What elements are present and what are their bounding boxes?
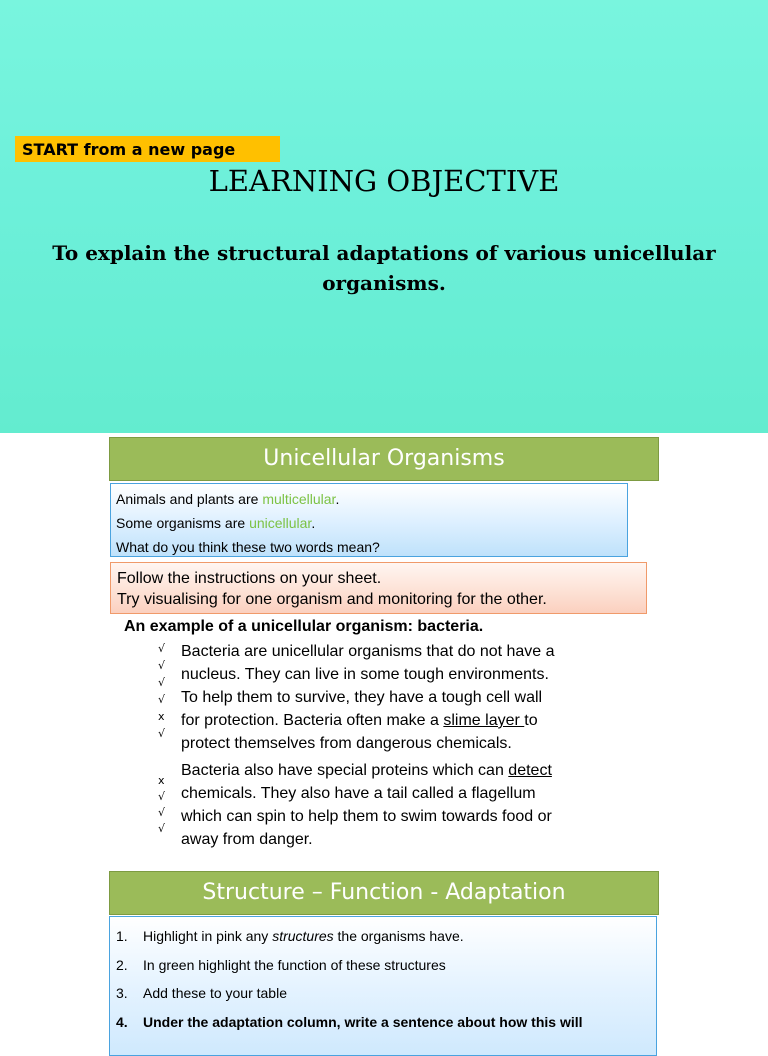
cross-mark: x — [158, 710, 165, 723]
instructions-line-2: Try visualising for one organism and monitoring for the other. — [117, 591, 547, 608]
cross-mark: x — [158, 774, 165, 787]
bacteria-paragraph-2 — [181, 759, 621, 851]
tick-mark: √ — [158, 790, 166, 803]
steps-box — [109, 916, 657, 1056]
paragraph-line: nucleus. They can live in some tough environments. — [181, 666, 549, 683]
tick-mark: √ — [158, 806, 166, 819]
bacteria-paragraph-1 — [181, 640, 621, 755]
paragraph-line: away from danger. — [181, 831, 313, 848]
learning-objective-text: To explain the structural adaptations of various unicellular organisms. — [52, 241, 716, 295]
paragraph-line: which can spin to help them to swim towards food or — [181, 808, 552, 825]
step-4: 4. Under the adaptation column, write a sentence about how this will — [116, 1013, 583, 1030]
annotation-marks-2 — [158, 773, 165, 837]
tick-mark: √ — [158, 727, 166, 740]
step-3: 3. Add these to your table — [116, 985, 287, 1001]
structure-function-adaptation-banner: Structure – Function - Adaptation — [109, 871, 659, 915]
paragraph-line: Bacteria are unicellular organisms that do not have a — [181, 643, 555, 660]
tick-mark: √ — [158, 642, 166, 655]
step-1: 1. Highlight in pink any structures the organisms have. — [116, 928, 464, 944]
detect-term: detect — [508, 762, 552, 779]
paragraph-line: protect themselves from dangerous chemicals. — [181, 735, 512, 752]
intro-line-1: Animals and plants are multicellular. — [116, 491, 340, 507]
paragraph-line: Bacteria also have special proteins which can detect — [181, 762, 552, 779]
instructions-line-1: Follow the instructions on your sheet. — [117, 570, 382, 587]
title-slide — [0, 0, 768, 433]
learning-objective-title: LEARNING OBJECTIVE — [208, 164, 560, 198]
start-note: START from a new page — [15, 136, 280, 162]
paragraph-line: for protection. Bacteria often make a slime layer to — [181, 712, 538, 729]
tick-mark: √ — [158, 659, 166, 672]
paragraph-line: chemicals. They also have a tail called a flagellum — [181, 785, 536, 802]
intro-line-3: What do you think these two words mean? — [116, 539, 380, 555]
slime-layer-term: slime layer — [443, 712, 525, 729]
paragraph-line: To help them to survive, they have a tough cell wall — [181, 689, 543, 706]
intro-line-2: Some organisms are unicellular. — [116, 515, 316, 531]
tick-mark: √ — [158, 822, 166, 835]
unicellular-organisms-banner: Unicellular Organisms — [109, 437, 659, 481]
annotation-marks-1 — [158, 640, 165, 742]
term-multicellular: multicellular — [262, 491, 336, 507]
tick-mark: √ — [158, 693, 166, 706]
instructions-box — [110, 562, 647, 614]
example-heading: An example of a unicellular organism: bacteria. — [124, 618, 484, 635]
term-unicellular: unicellular — [249, 515, 312, 531]
step-2: 2. In green highlight the function of these structures — [116, 956, 446, 973]
intro-box — [110, 483, 628, 557]
tick-mark: √ — [158, 676, 166, 689]
